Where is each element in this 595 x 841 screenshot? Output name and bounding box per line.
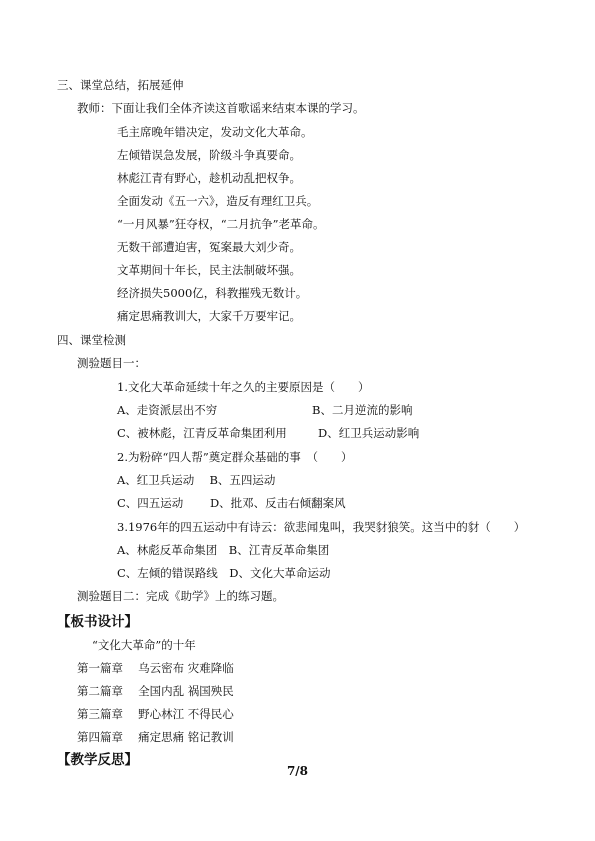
poem-line: 痛定思痛教训大，大家千万要牢记。 [117, 309, 301, 323]
test1-title: 测验题目一： [77, 356, 146, 370]
question-1-option-d: D、红卫兵运动影响 [318, 426, 420, 440]
reflection-heading: 【教学反思】 [57, 752, 138, 768]
question-3-options-ab: A、林彪反革命集团 B、江青反革命集团 [117, 543, 330, 557]
board-chapter: 第二篇章 全国内乱 祸国殃民 [77, 684, 234, 698]
poem-line: 全面发动《五一六》，造反有理红卫兵。 [117, 194, 319, 208]
question-1-option-c: C、被林彪，江青反革命集团利用 [117, 426, 287, 440]
section3-heading: 三、课堂总结，拓展延伸 [57, 78, 184, 92]
teacher-intro: 教师：下面让我们全体齐读这首歌谣来结束本课的学习。 [77, 101, 365, 115]
poem-line: 左倾错误急发展，阶级斗争真要命。 [117, 148, 301, 162]
board-chapter: 第三篇章 野心林江 不得民心 [77, 707, 234, 721]
question-1-option-a: A、走资派层出不穷 [117, 403, 218, 417]
board-heading: 【板书设计】 [57, 614, 138, 630]
page-number: 7/8 [286, 764, 309, 778]
poem-line: 文革期间十年长，民主法制破坏强。 [117, 263, 301, 277]
board-chapter: 第一篇章 乌云密布 灾难降临 [77, 661, 234, 675]
question-2-options-ab: A、红卫兵运动 B、五四运动 [117, 473, 276, 487]
test2-line: 测验题目二：完成《助学》上的练习题。 [77, 589, 284, 603]
board-chapter: 第四篇章 痛定思痛 铭记教训 [77, 730, 234, 744]
poem-line: 毛主席晚年错决定，发动文化大革命。 [117, 125, 313, 139]
poem-line: “一月风暴”狂夺权，“二月抗争”老革命。 [117, 217, 325, 231]
question-2-stem: 2.为粉碎“四人帮”奠定群众基础的事 （ ） [117, 450, 353, 464]
poem-line: 林彪江青有野心，趁机动乱把权争。 [117, 171, 301, 185]
section4-heading: 四、课堂检测 [57, 333, 126, 347]
question-1-stem: 1.文化大革命延续十年之久的主要原因是（ ） [117, 380, 370, 394]
poem-line: 无数干部遭迫害，冤案最大刘少奇。 [117, 240, 301, 254]
question-1-option-b: B、二月逆流的影响 [312, 403, 413, 417]
poem-line: 经济损失5000亿，科教摧残无数计。 [117, 286, 308, 300]
board-title: “文化大革命”的十年 [92, 638, 196, 652]
question-2-options-cd: C、四五运动 D、批邓、反击右倾翻案风 [117, 496, 346, 510]
question-3-stem: 3.1976年的四五运动中有诗云：欲悲闻鬼叫，我哭豺狼笑。这当中的豺（ ） [117, 520, 526, 534]
question-3-options-cd: C、左倾的错误路线 D、文化大革命运动 [117, 566, 331, 580]
